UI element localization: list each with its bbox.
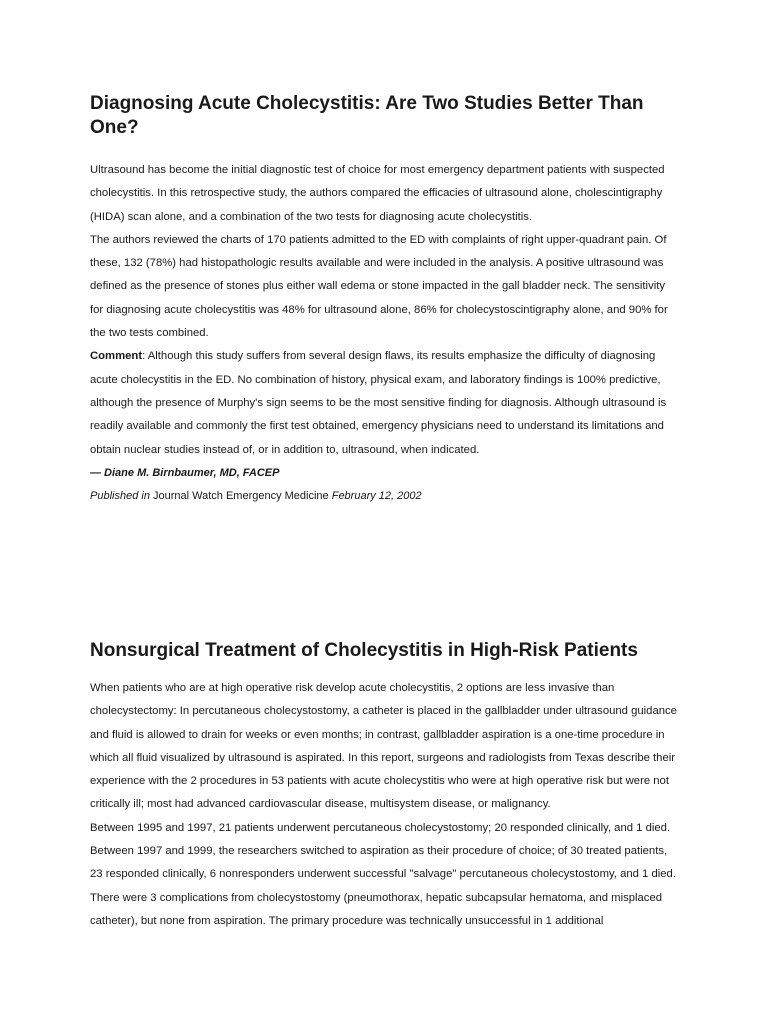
author-byline: — Diane M. Birnbaumer, MD, FACEP — [90, 466, 280, 479]
paragraph-aspiration-results: Between 1997 and 1999, the researchers switched to aspiration as their procedure of choice; of 30 treated patients, 23 responded clinically, 6 nonresponders underwent successful "salvage" percutaneous cholecystostomy, and 1 died. There were 3 complications from cholecystostomy (pneumothorax, hepatic subcapsular hematoma, and misplaced catheter), but none from aspiration. The primary procedure was technically unsuccessful in 1 additional — [90, 845, 676, 927]
journal-name: Journal Watch Emergency Medicine — [149, 489, 332, 502]
paragraph-comment — [90, 345, 680, 461]
article-body — [90, 159, 680, 508]
comment-text: : Although this study suffers from several design flaws, its results emphasize the difficulty of diagnosing acute cholecystitis in the ED. No combination of history, physical exam, and laboratory findings is 100% predictive, although the presence of Murphy's sign seems to be the most sensitive finding for diagnosis. Although ultrasound is readily available and commonly the first test obtained, emergency physicians need to understand its limitations and obtain nuclear studies instead of, or in addition to, ultrasound, when indicated. — [90, 350, 667, 456]
paragraph-methods: The authors reviewed the charts of 170 patients admitted to the ED with complaints of right upper-quadrant pain. Of these, 132 (78%) had histopathologic results available and were included in the analysis. A positive ultrasound was defined as the presence of stones plus either wall edema or stone impacted in the gall bladder neck. The sensitivity for diagnosing acute cholecystitis was 48% for ultrasound alone, 86% for cholecystoscintigraphy alone, and 90% for the two tests combined. — [90, 233, 668, 340]
paragraph-intro: Ultrasound has become the initial diagnostic test of choice for most emergency department patients with suspected cholecystitis. In this retrospective study, the authors compared the efficacies of ultrasound alone, cholescintigraphy (HIDA) scan alone, and a combination of the two tests for diagnosing acute cholecystitis. — [90, 164, 665, 223]
article-nonsurgical-treatment — [90, 639, 680, 933]
comment-label: Comment — [90, 350, 143, 363]
publication-info — [90, 485, 680, 508]
publication-date: February 12, 2002 — [331, 489, 422, 502]
paragraph-intro: When patients who are at high operative risk develop acute cholecystitis, 2 options are less invasive than cholecystectomy: In percutaneous cholecystostomy, a catheter is placed in the gallbladder under ultrasound guidance and fluid is allowed to drain for weeks or even months; in contrast, gallbladder aspiration is a one-time procedure in which all fluid visualized by ultrasound is aspirated. In this report, surgeons and radiologists from Texas describe their experience with the 2 procedures in 53 patients with acute cholecystitis who were at high operative risk but were not critically ill; most had advanced cardiovascular disease, multisystem disease, or malignancy. — [90, 682, 677, 811]
article-title: Nonsurgical Treatment of Cholecystitis in High-Risk Patients — [90, 640, 638, 661]
published-label: Published in — [90, 489, 150, 502]
article-title: Diagnosing Acute Cholecystitis: Are Two Studies Better Than One? — [90, 93, 644, 138]
article-body — [90, 677, 680, 933]
paragraph-cholecystostomy-results: Between 1995 and 1997, 21 patients underwent percutaneous cholecystostomy; 20 responded clinically, and 1 died. — [90, 821, 671, 834]
article-diagnosing-acute-cholecystitis — [90, 92, 680, 508]
